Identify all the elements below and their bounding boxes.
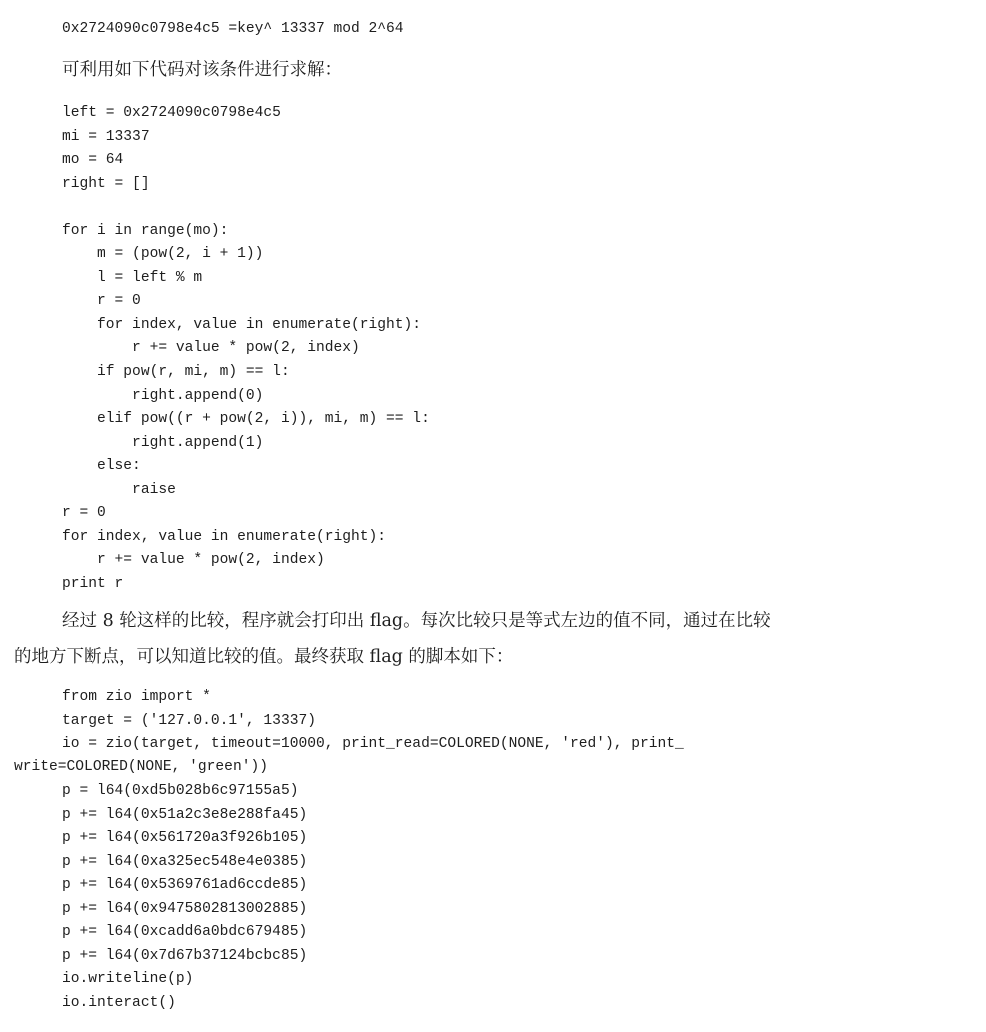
code-line: for index, value in enumerate(right): [62,316,422,333]
code-line: io.writeline(p) [62,971,194,988]
intro-paragraph: 可利用如下代码对该条件进行求解： [62,60,342,80]
code-line: for index, value in enumerate(right): [62,528,387,545]
code-line: io = zio(target, timeout=10000, print_read=COLORED(NONE, 'red'), print_ [62,736,684,753]
code-line: l = left % m [62,269,203,286]
code-line: else: [62,458,141,475]
code-line: left = 0x2724090c0798e4c5 [62,105,281,121]
code-line: elif pow((r + pow(2, i)), mi, m) == l: [62,411,430,428]
code-line: mi = 13337 [62,128,150,145]
code-line: target = ('127.0.0.1', 13337) [62,712,316,729]
code-line: p += l64(0x9475802813002885) [62,900,308,917]
code-line: io.interact() [62,994,176,1011]
flag-script-head [62,686,684,757]
code-line: r += value * pow(2, index) [62,340,360,357]
code-line: from zio import * [62,689,211,705]
code-line: p += l64(0xcadd6a0bdc679485) [62,924,308,941]
code-line: right.append(1) [62,434,264,451]
code-line: print r [62,575,124,592]
code-line: p += l64(0x51a2c3e8e288fa45) [62,806,308,823]
solver-code-block [62,102,430,596]
code-line: p += l64(0x5369761ad6ccde85) [62,877,308,894]
code-line: p += l64(0xa325ec548e4e0385) [62,853,308,870]
code-line: r = 0 [62,293,141,310]
equation-line: 0x2724090c0798e4c5 =key^ 13337 mod 2^64 [62,21,404,37]
code-line: raise [62,481,176,498]
code-line: p += l64(0x7d67b37124bcbc85) [62,947,308,964]
code-line: right.append(0) [62,387,264,404]
code-line [62,196,430,220]
code-line: if pow(r, mi, m) == l: [62,364,290,381]
code-line: r += value * pow(2, index) [62,552,325,569]
code-line: p = l64(0xd5b028b6c97155a5) [62,783,299,799]
code-line: mo = 64 [62,152,124,169]
code-line: right = [] [62,175,150,192]
code-line: m = (pow(2, i + 1)) [62,246,264,263]
explanation-line-2: 的地方下断点，可以知道比较的值。最终获取 flag 的脚本如下： [14,647,514,667]
code-line: for i in range(mo): [62,222,229,239]
code-line-wrapped: write=COLORED(NONE, 'green')) [14,759,268,775]
code-line: p += l64(0x561720a3f926b105) [62,830,308,847]
flag-script-tail [62,780,307,1015]
code-line: r = 0 [62,505,106,522]
explanation-line-1: 经过 8 轮这样的比较，程序就会打印出 flag。每次比较只是等式左边的值不同，通过在比较 [62,611,771,631]
